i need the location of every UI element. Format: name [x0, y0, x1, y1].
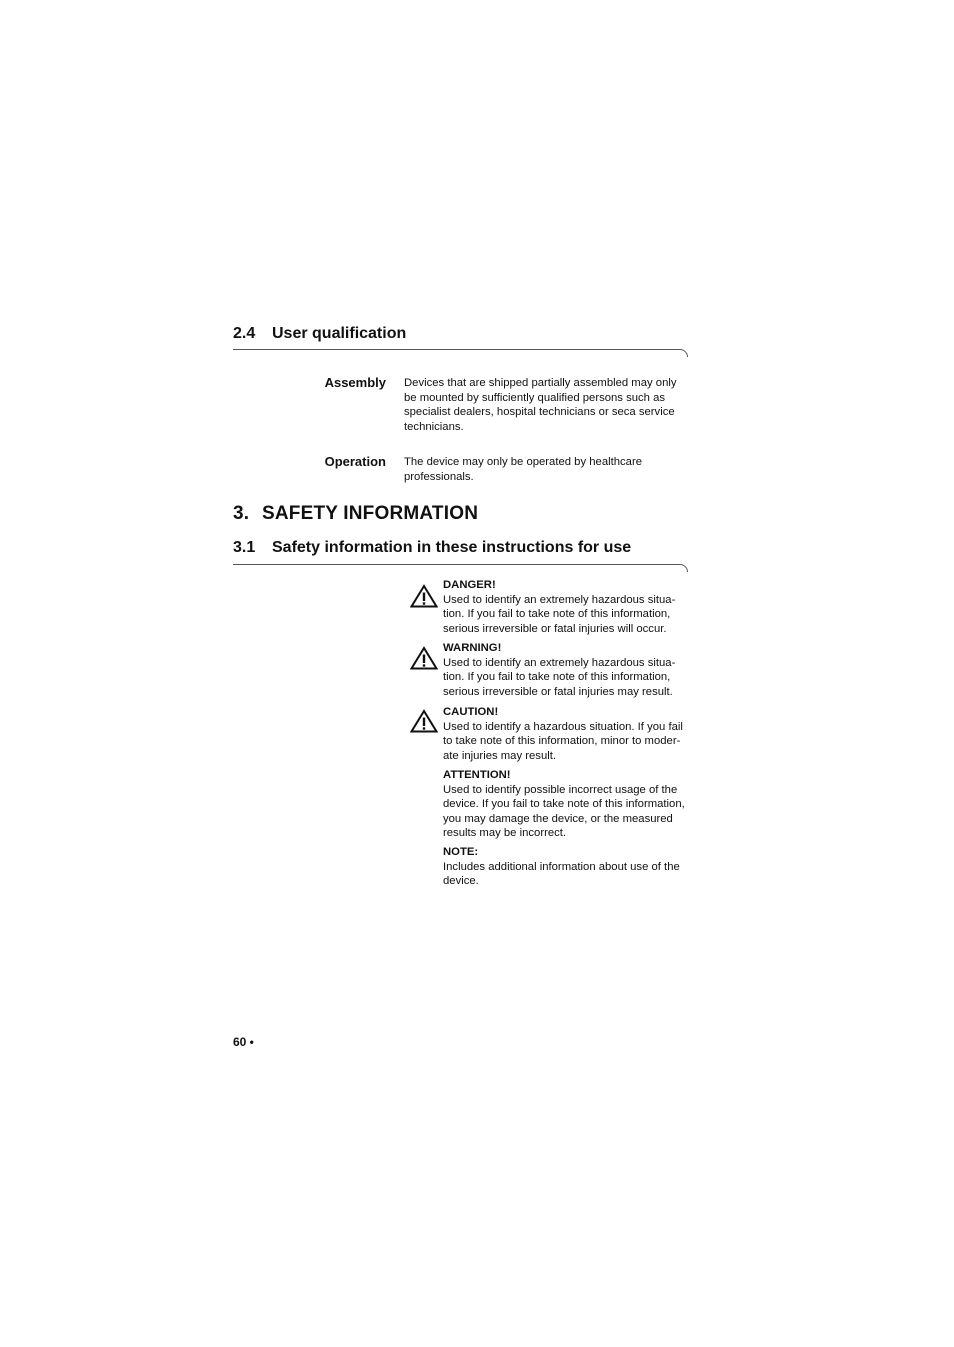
- text-line: technicians.: [404, 420, 464, 433]
- notice-title: ATTENTION!: [443, 769, 511, 781]
- notice-text: [443, 860, 703, 889]
- text-line: tion. If you fail to take note of this information,: [443, 608, 671, 620]
- text-line: Used to identify an extremely hazardous situa-: [443, 593, 676, 606]
- text-line: device.: [443, 875, 479, 887]
- notice-attention: [443, 768, 703, 841]
- notice-note: [443, 845, 703, 889]
- section-title: User qualification: [272, 325, 407, 342]
- notice-caution: [443, 705, 703, 763]
- section-heading-2-4: [233, 325, 406, 343]
- text-line: serious irreversible or fatal injuries will occur.: [443, 622, 667, 635]
- notice-text: [443, 656, 703, 700]
- warning-triangle-icon: [410, 646, 438, 670]
- text-line: Used to identify a hazardous situation. If you fail: [443, 720, 683, 733]
- text-line: Devices that are shipped partially assembled may only: [404, 377, 677, 389]
- warning-triangle-icon: [410, 584, 438, 608]
- page-number: 60 •: [233, 1035, 254, 1049]
- text-line: Includes additional information about use of the: [443, 860, 680, 873]
- text-line: professionals.: [404, 470, 474, 483]
- assembly-label: Assembly: [324, 375, 386, 390]
- text-line: Used to identify possible incorrect usage of the: [443, 783, 678, 796]
- section-heading-3-1: [233, 539, 631, 557]
- text-line: tion. If you fail to take note of this information,: [443, 671, 671, 683]
- text-line: The device may only be operated by healthcare: [404, 456, 643, 468]
- section-rule: [233, 564, 688, 572]
- text-line: serious irreversible or fatal injuries may result.: [443, 685, 673, 698]
- text-line: device. If you fail to take note of this information,: [443, 798, 685, 810]
- notice-title: NOTE:: [443, 846, 479, 858]
- operation-label: Operation: [324, 454, 386, 469]
- notice-warning: [443, 641, 703, 699]
- chapter-number: 3.: [233, 503, 250, 524]
- notice-title: WARNING!: [443, 642, 502, 654]
- notice-title: CAUTION!: [443, 706, 499, 718]
- chapter-title: SAFETY INFORMATION: [262, 503, 479, 524]
- notice-title: DANGER!: [443, 579, 496, 591]
- text-line: you may damage the device, or the measured: [443, 812, 673, 825]
- assembly-text: [404, 376, 704, 434]
- text-line: be mounted by sufficiently qualified persons such as: [404, 391, 666, 404]
- text-line: Used to identify an extremely hazardous situa-: [443, 656, 676, 669]
- notice-text: [443, 720, 703, 764]
- notice-text: [443, 783, 703, 841]
- notice-danger: [443, 578, 703, 636]
- notice-text: [443, 593, 703, 637]
- text-line: to take note of this information, minor to moder-: [443, 735, 681, 747]
- operation-text: [404, 455, 704, 484]
- section-rule: [233, 349, 688, 357]
- section-title: Safety information in these instructions for use: [272, 539, 632, 556]
- warning-triangle-icon: [410, 709, 438, 733]
- section-number: 2.4: [233, 325, 256, 342]
- chapter-heading-3: [233, 503, 478, 525]
- text-line: results may be incorrect.: [443, 827, 567, 839]
- section-number: 3.1: [233, 539, 256, 556]
- text-line: specialist dealers, hospital technicians or seca service: [404, 406, 675, 418]
- text-line: ate injuries may result.: [443, 749, 557, 762]
